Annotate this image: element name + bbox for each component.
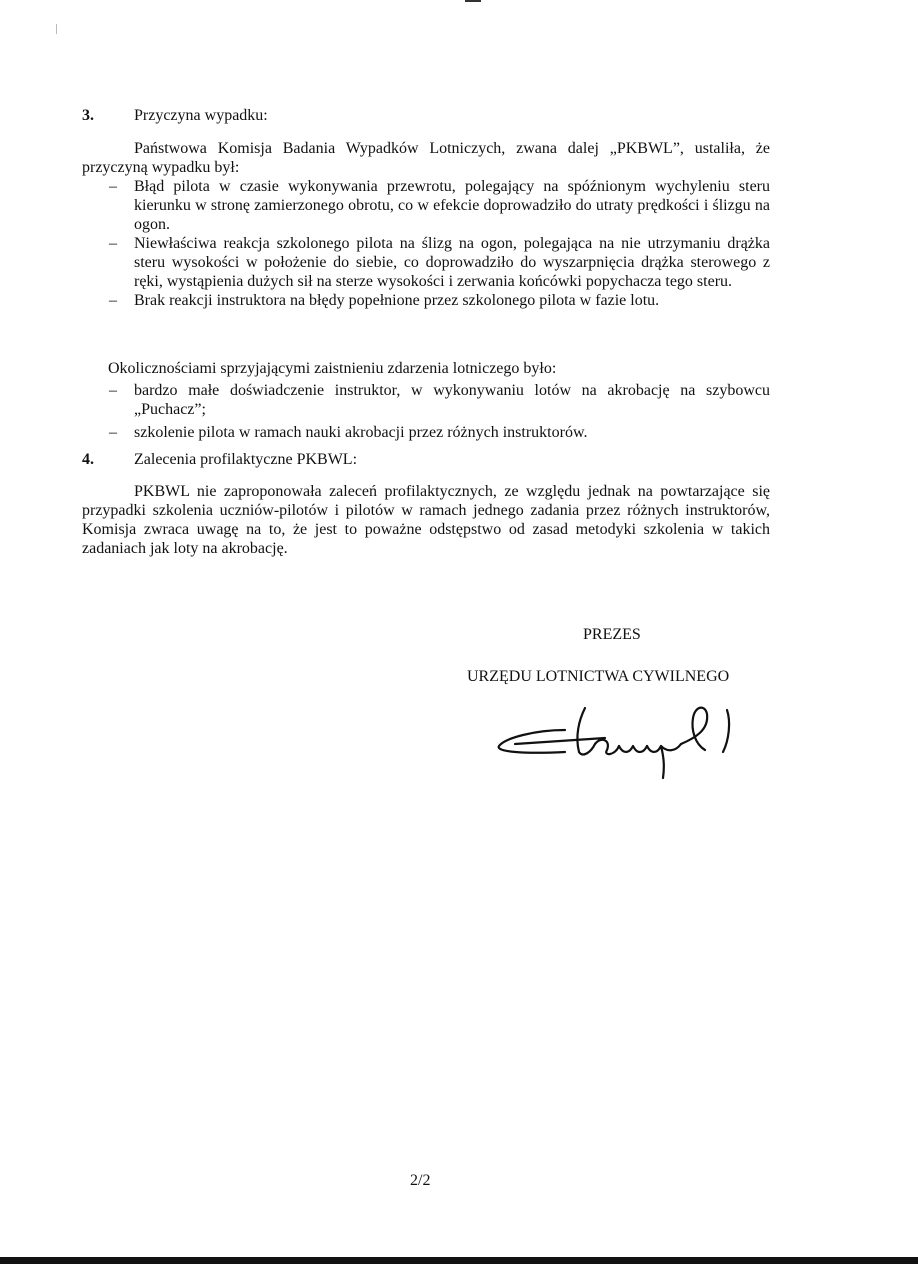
list-item: – szkolenie pilota w ramach nauki akrobacji przez różnych instruktorów.	[109, 424, 588, 441]
section-4-body	[82, 482, 770, 558]
section-title: Przyczyna wypadku:	[134, 107, 268, 124]
circumstances-list	[82, 381, 770, 442]
circumstances-block	[108, 359, 770, 378]
section-number: 3.	[82, 107, 94, 124]
recommendation-paragraph: PKBWL nie zaproponowała zaleceń profilaktycznych, ze względu jednak na powtarzające się przypadki szkolenia uczniów-pilotów i pilotów w ramach jednego zadania przez różnych instruktorów, Komisja zwraca uwagę na to, że jest to poważne odstępstwo od zasad metodyki szkolenia w takich zadaniach jak loty na akrobację.	[82, 483, 770, 557]
scan-mark	[56, 24, 57, 34]
page-number: 2/2	[410, 1172, 431, 1189]
section-number: 4.	[82, 451, 94, 468]
circumstances-intro: Okolicznościami sprzyjającymi zaistnieniu zdarzenia lotniczego było:	[108, 360, 557, 377]
dash-bullet: –	[109, 382, 117, 399]
signer-title: PREZES	[583, 626, 641, 643]
section-3-body	[82, 139, 770, 310]
list-item: – Błąd pilota w czasie wykonywania przewrotu, polegający na spóźnionym wychyleniu steru kierunku w stronę zamierzonego obrotu, co w efekcie doprowadziło do utraty prędkości i ślizgu na ogon.	[109, 178, 770, 233]
dash-bullet: –	[109, 424, 117, 441]
dash-bullet: –	[109, 235, 117, 252]
scan-edge	[0, 1257, 918, 1264]
section-title: Zalecenia profilaktyczne PKBWL:	[134, 451, 358, 468]
signer-office: URZĘDU LOTNICTWA CYWILNEGO	[467, 668, 730, 685]
causes-list	[82, 177, 770, 310]
dash-bullet: –	[109, 178, 117, 195]
list-item: – bardzo małe doświadczenie instruktor, w wykonywaniu lotów na akrobację na szybowcu „Puchacz”;	[109, 382, 770, 418]
list-item: – Brak reakcji instruktora na błędy popełnione przez szkolonego pilota w fazie lotu.	[109, 292, 660, 309]
list-item: – Niewłaściwa reakcja szkolonego pilota na ślizg na ogon, polegająca na nie utrzymaniu drążka steru wysokości w położenie do siebie, co doprowadziło do wyszarpnięcia drążka sterowego z ręki, wystąpienia dużych sił na sterze wysokości i zerwania końcówki popychacza tego steru.	[109, 235, 770, 290]
handwritten-signature	[495, 700, 755, 780]
intro-paragraph: Państwowa Komisja Badania Wypadków Lotniczych, zwana dalej „PKBWL”, ustaliła, że przyczyną wypadku był:	[82, 140, 770, 176]
dash-bullet: –	[109, 292, 117, 309]
circumstances-list-block	[82, 381, 770, 442]
scan-mark	[465, 0, 481, 2]
